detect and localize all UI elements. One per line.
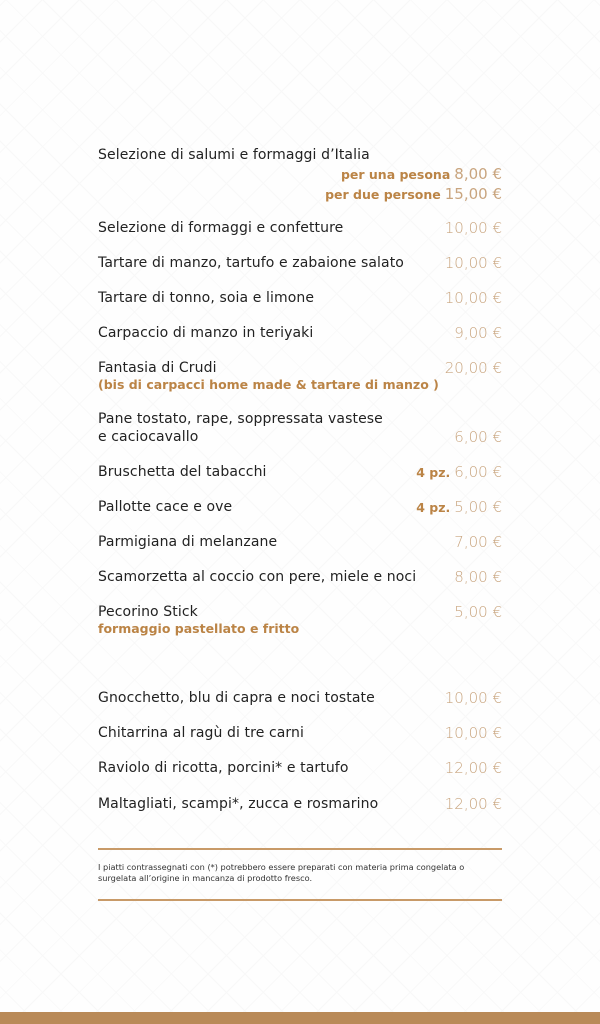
item-name: Pecorino Stick (98, 604, 198, 620)
price-option (341, 165, 502, 184)
item-name: Pallotte cace e ove (98, 499, 233, 515)
price-option (325, 185, 502, 204)
item-name: Selezione di salumi e formaggi d’Italia (98, 147, 370, 163)
item-price: 12,00 € (444, 795, 502, 813)
item-price: 7,00 € (454, 533, 502, 551)
menu-item (98, 289, 502, 307)
divider (98, 848, 502, 850)
menu-item (98, 533, 502, 551)
item-description: (bis di carpacci home made & tartare di manzo ) (98, 377, 439, 392)
option-label: per due persone (325, 187, 441, 202)
menu-item (98, 689, 502, 707)
menu-item (98, 463, 502, 481)
item-price: 10,00 € (444, 689, 502, 707)
menu-item (98, 603, 502, 637)
item-price: 8,00 € (454, 568, 502, 586)
item-price: 6,00 € (454, 428, 502, 446)
item-price: 6,00 € (454, 463, 502, 481)
menu-item (98, 219, 502, 237)
menu-item (98, 254, 502, 272)
item-price: 5,00 € (454, 498, 502, 516)
item-name: Gnocchetto, blu di capra e noci tostate (98, 690, 375, 706)
item-name: Scamorzetta al coccio con pere, miele e noci (98, 569, 417, 585)
menu-item (98, 359, 502, 393)
menu-item (98, 410, 502, 446)
item-quantity: 4 pz. (416, 465, 451, 480)
item-price: 5,00 € (454, 603, 502, 621)
menu-item (98, 795, 502, 813)
item-price: 10,00 € (444, 219, 502, 237)
item-name-line2: e caciocavallo (98, 429, 199, 445)
item-price: 20,00 € (444, 359, 502, 377)
item-name: Carpaccio di manzo in teriyaki (98, 325, 314, 341)
menu-item (98, 759, 502, 777)
option-label: per una pesona (340, 167, 451, 182)
item-price: 10,00 € (444, 254, 502, 272)
item-price: 10,00 € (444, 724, 502, 742)
item-name: Bruschetta del tabacchi (98, 464, 267, 480)
item-price: 10,00 € (444, 289, 502, 307)
item-price: 15,00 € (444, 185, 502, 203)
allergen-note: I piatti contrassegnati con (*) potrebbero essere preparati con materia prima congelata o surgelata all’origine in mancanza di prodotto fresco. (98, 862, 465, 883)
menu-item (98, 724, 502, 742)
item-price: 9,00 € (454, 324, 502, 342)
menu-item (98, 498, 502, 516)
item-name: Tartare di tonno, soia e limone (98, 290, 315, 306)
item-name: Parmigiana di melanzane (98, 534, 278, 550)
item-name: Maltagliati, scampi*, zucca e rosmarino (98, 796, 379, 812)
item-name: Raviolo di ricotta, porcini* e tartufo (98, 760, 349, 776)
divider (98, 899, 502, 901)
item-name: Tartare di manzo, tartufo e zabaione salato (98, 255, 404, 271)
item-name: Pane tostato, rape, soppressata vastese (98, 411, 383, 427)
item-name: Chitarrina al ragù di tre carni (98, 725, 305, 741)
item-name: Fantasia di Crudi (98, 360, 217, 376)
menu-item (98, 568, 502, 586)
item-quantity: 4 pz. (416, 500, 451, 515)
menu-item (98, 324, 502, 342)
item-price: 12,00 € (444, 759, 502, 777)
footer-bar (0, 1012, 600, 1024)
item-description: formaggio pastellato e fritto (98, 621, 300, 636)
menu-item (98, 146, 502, 203)
item-name: Selezione di formaggi e confetture (98, 220, 344, 236)
item-price: 8,00 € (454, 165, 502, 183)
